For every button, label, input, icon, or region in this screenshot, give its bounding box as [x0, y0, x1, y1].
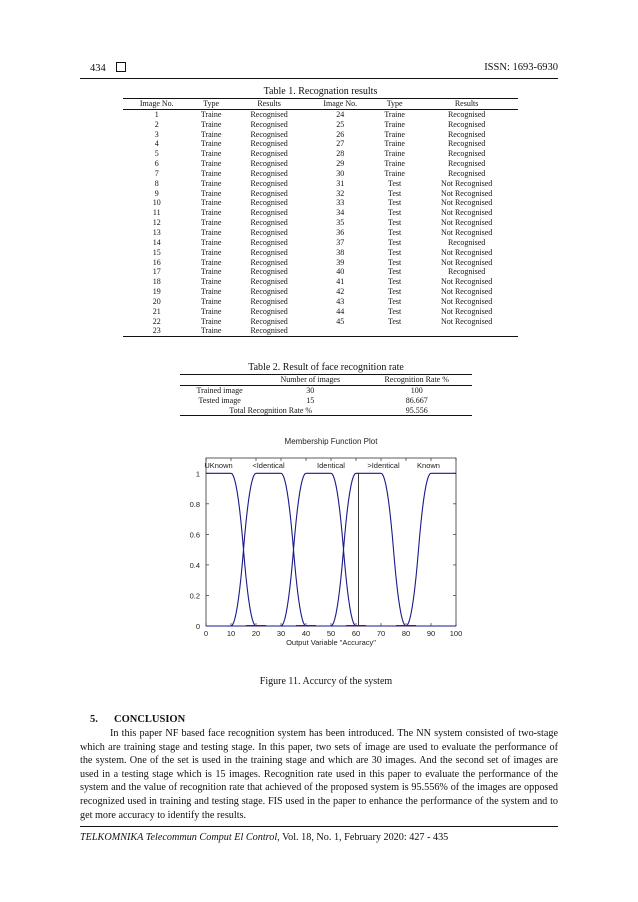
- table-row: [123, 109, 518, 119]
- table-cell: Traine: [200, 208, 222, 218]
- table-row: [123, 149, 518, 159]
- table-cell: Test: [388, 267, 402, 277]
- table-row: [123, 159, 518, 169]
- x-axis-label: Output Variable "Accuracy": [286, 638, 376, 647]
- table-cell: 31: [336, 178, 345, 188]
- table-row: [123, 179, 518, 189]
- table-cell: Recognised: [250, 277, 288, 287]
- table-cell: Recognised: [250, 109, 288, 119]
- table2-header-cell: [180, 375, 259, 386]
- table2-caption: Table 2. Result of face recognition rate: [248, 362, 404, 373]
- table-cell: Traine: [191, 326, 232, 336]
- y-tick-label: 0.2: [189, 591, 200, 601]
- table-cell: 41: [336, 277, 345, 287]
- table-cell: 39: [336, 257, 345, 267]
- table-cell: Not Recognised: [440, 227, 493, 237]
- table-row: [123, 208, 518, 218]
- table-cell: Recognised: [250, 119, 288, 129]
- table-cell: Test: [388, 188, 402, 198]
- y-tick-label: 0.6: [189, 530, 200, 540]
- table-cell: Traine: [200, 139, 222, 149]
- table-cell: 100: [410, 385, 423, 395]
- table-cell: 7: [154, 168, 159, 178]
- table-row: [123, 277, 518, 287]
- table-cell: Recognised: [250, 227, 288, 237]
- table-cell: Traine: [384, 119, 405, 129]
- table-cell: Test: [388, 237, 402, 247]
- total-label: Total Recognition Rate %: [180, 406, 361, 416]
- square-icon: [116, 62, 126, 72]
- table-cell: Traine: [200, 178, 222, 188]
- table-cell: Test: [388, 306, 402, 316]
- x-tick-label: 10: [226, 629, 236, 638]
- x-tick-label: 70: [376, 629, 386, 638]
- table1-header-cell: Type: [374, 99, 415, 110]
- table-cell: Recognised: [447, 119, 486, 129]
- table-cell: 21: [152, 306, 161, 316]
- table-cell: Recognised: [250, 159, 288, 169]
- total-value: 95.556: [361, 406, 472, 416]
- table-cell: Recognised: [250, 316, 288, 326]
- table1-header-cell: Type: [191, 99, 232, 110]
- table-cell: 42: [336, 287, 345, 297]
- series-label: >Identical: [367, 461, 400, 470]
- table-row: [123, 139, 518, 149]
- y-tick-label: 0: [195, 622, 200, 631]
- table-cell: 19: [152, 287, 161, 297]
- table-cell: Traine: [200, 119, 222, 129]
- table-cell: Recognised: [250, 267, 288, 277]
- table-cell: Traine: [200, 277, 222, 287]
- table-cell: 3: [154, 129, 159, 139]
- table-cell: Test: [388, 277, 402, 287]
- table-cell: Traine: [200, 198, 222, 208]
- table-row: [123, 248, 518, 258]
- y-tick-label: 0.4: [189, 560, 200, 570]
- recognition-results-table: [123, 98, 518, 337]
- table-cell: 38: [336, 247, 345, 257]
- series-label: UKnown: [204, 461, 233, 470]
- table-cell: [374, 326, 415, 336]
- table-cell: Recognised: [447, 237, 486, 247]
- table-row: [180, 396, 472, 406]
- table-cell: Recognised: [447, 129, 486, 139]
- table-cell: Recognised: [250, 218, 288, 228]
- table-cell: Not Recognised: [440, 218, 493, 228]
- table-cell: Recognised: [447, 267, 486, 277]
- table-cell: Recognised: [250, 129, 288, 139]
- x-tick-label: 90: [426, 629, 436, 638]
- table-cell: Traine: [384, 109, 405, 119]
- table-cell: 29: [336, 159, 345, 169]
- table-cell: Not Recognised: [440, 257, 493, 267]
- table1-header-cell: Results: [415, 99, 518, 110]
- table-cell: Traine: [200, 267, 222, 277]
- table-row: [123, 297, 518, 307]
- table-row: [123, 218, 518, 228]
- table-row: [123, 198, 518, 208]
- x-tick-label: 40: [301, 629, 311, 638]
- x-tick-label: 100: [449, 629, 463, 638]
- table-cell: 44: [336, 306, 345, 316]
- y-tick-label: 0.8: [189, 499, 200, 509]
- table-cell: 36: [336, 227, 345, 237]
- table-cell: Not Recognised: [440, 198, 493, 208]
- table-cell: Traine: [200, 188, 222, 198]
- footer-rule: [80, 826, 558, 827]
- table-cell: Test: [388, 247, 402, 257]
- table-cell: Traine: [384, 159, 405, 169]
- table-cell: 14: [152, 237, 161, 247]
- table1-header-cell: Image No.: [306, 99, 374, 110]
- table-cell: Test: [388, 208, 402, 218]
- table-cell: Traine: [200, 247, 222, 257]
- table-row: [123, 169, 518, 179]
- table-cell: Recognised: [447, 149, 486, 159]
- table-cell: 4: [154, 139, 159, 149]
- section-heading: 5. CONCLUSION: [90, 714, 186, 725]
- table-cell: Test: [388, 296, 402, 306]
- table-cell: Recognised: [250, 296, 288, 306]
- table2-header-cell: Number of images: [259, 375, 361, 386]
- membership-function-chart: [184, 432, 474, 662]
- table-cell: Test: [388, 198, 402, 208]
- table-cell: 27: [336, 139, 345, 149]
- table2-header-row: [180, 375, 472, 386]
- table-cell: 30: [336, 168, 345, 178]
- plot-frame: [206, 458, 456, 626]
- figure-caption: Figure 11. Accurcy of the system: [259, 676, 393, 687]
- table-cell: Recognised: [447, 109, 486, 119]
- table1-header-cell: Image No.: [123, 99, 191, 110]
- table-cell: 16: [152, 257, 161, 267]
- table-cell: Recognised: [447, 159, 486, 169]
- table-cell: Recognised: [250, 198, 288, 208]
- table-cell: Tested image: [198, 395, 241, 405]
- table-row: [123, 130, 518, 140]
- table-cell: Traine: [200, 237, 222, 247]
- table-row: [123, 267, 518, 277]
- table1-header-cell: Results: [232, 99, 307, 110]
- table-cell: Traine: [200, 129, 222, 139]
- table-cell: Traine: [200, 109, 222, 119]
- table-cell: 43: [336, 296, 345, 306]
- table-row: [123, 228, 518, 238]
- table-cell: Traine: [200, 159, 222, 169]
- table-cell: 9: [154, 188, 159, 198]
- table-cell: Traine: [200, 257, 222, 267]
- table-cell: Recognised: [250, 149, 288, 159]
- table-cell: 2: [154, 119, 159, 129]
- table-cell: Not Recognised: [440, 296, 493, 306]
- table-cell: 17: [152, 267, 161, 277]
- table-cell: 5: [154, 149, 159, 159]
- table-cell: Test: [388, 218, 402, 228]
- series-label: Known: [417, 461, 440, 470]
- table-row: [180, 385, 472, 395]
- table-cell: 40: [336, 267, 345, 277]
- table-cell: Recognised: [250, 247, 288, 257]
- table-cell: Recognised: [250, 287, 288, 297]
- x-tick-label: 60: [351, 629, 361, 638]
- table-cell: Traine: [384, 139, 405, 149]
- table-cell: Traine: [384, 129, 405, 139]
- table-cell: Traine: [200, 296, 222, 306]
- table1-caption: Table 1. Recognation results: [263, 86, 378, 97]
- conclusion-paragraph: In this paper NF based face recognition system has been introduced. The NN system consisted of two-stage which are training stage and testing stage. In this paper, two sets of image are used to evaluate the performance of the system. One of the set is used in the training stage and which are 30 images. And the second set of images are used in a testing stage which is 15 images. Recognition rate used in this paper to evaluate the performance of the system and the value of recognition rate that achieved of the proposed system is 95.556% of the images are opposed recognized used in training and testing stage. FIS used in the paper to enhance the performance of the system and to get more accuracy to identify the results.: [80, 728, 558, 821]
- table-cell: Not Recognised: [440, 208, 493, 218]
- table-cell: 13: [152, 227, 161, 237]
- table-cell: 23: [123, 326, 191, 336]
- table-cell: Not Recognised: [440, 277, 493, 287]
- table-cell: 86.667: [405, 395, 428, 405]
- table-cell: Traine: [384, 168, 405, 178]
- table-row: [123, 287, 518, 297]
- table-cell: Test: [388, 227, 402, 237]
- table-cell: Recognised: [250, 188, 288, 198]
- table-row: [123, 258, 518, 268]
- table-cell: Test: [388, 316, 402, 326]
- table-cell: 15: [306, 395, 315, 405]
- table-row: [123, 189, 518, 199]
- table-row: [123, 317, 518, 327]
- table-cell: Recognised: [447, 168, 486, 178]
- table-cell: Recognised: [250, 257, 288, 267]
- table-cell: 12: [152, 218, 161, 228]
- table-cell: 30: [306, 385, 315, 395]
- table-cell: 34: [336, 208, 345, 218]
- table-cell: 45: [336, 316, 345, 326]
- table-cell: 10: [152, 198, 161, 208]
- table-cell: Test: [388, 287, 402, 297]
- recognition-rate-table: [180, 374, 472, 416]
- table2-header-cell: Recognition Rate %: [361, 375, 472, 386]
- x-tick-label: 0: [203, 629, 209, 638]
- x-tick-label: 30: [276, 629, 286, 638]
- y-tick-label: 1: [195, 469, 200, 479]
- issn: ISSN: 1693-6930: [484, 62, 558, 73]
- table-cell: Traine: [200, 168, 222, 178]
- table-cell: 35: [336, 218, 345, 228]
- table-row: [123, 307, 518, 317]
- table1-header-row: [123, 99, 518, 110]
- table-cell: 33: [336, 198, 345, 208]
- total-row: [180, 406, 472, 416]
- table-cell: 20: [152, 296, 161, 306]
- table-cell: Not Recognised: [440, 306, 493, 316]
- table-cell: Not Recognised: [440, 287, 493, 297]
- x-tick-label: 20: [251, 629, 261, 638]
- table-cell: Test: [388, 257, 402, 267]
- x-tick-label: 50: [326, 629, 336, 638]
- table-cell: 8: [154, 178, 159, 188]
- series-label: <Identical: [252, 461, 285, 470]
- series-label: Identical: [317, 461, 345, 470]
- header-rule: [80, 78, 558, 79]
- table-cell: Recognised: [250, 168, 288, 178]
- table-cell: 6: [154, 159, 159, 169]
- table-cell: Not Recognised: [440, 316, 493, 326]
- table-cell: Traine: [200, 227, 222, 237]
- page-number: 434: [90, 62, 126, 74]
- membership-function-figure: [184, 432, 474, 667]
- table-cell: Test: [388, 178, 402, 188]
- table-cell: [306, 326, 374, 336]
- table-cell: 18: [152, 277, 161, 287]
- table-cell: 1: [154, 109, 159, 119]
- table-cell: Trained image: [196, 385, 243, 395]
- table-row: [123, 120, 518, 130]
- table-cell: 11: [152, 208, 161, 218]
- table-row: [123, 326, 518, 336]
- table-cell: Recognised: [250, 139, 288, 149]
- table-cell: 24: [336, 109, 345, 119]
- chart-title: Membership Function Plot: [284, 437, 378, 446]
- table-cell: Traine: [200, 316, 222, 326]
- table-cell: Recognised: [232, 326, 307, 336]
- table-cell: Recognised: [250, 208, 288, 218]
- table-cell: Recognised: [250, 178, 288, 188]
- table-cell: Traine: [384, 149, 405, 159]
- table-cell: Not Recognised: [440, 178, 493, 188]
- table-cell: Traine: [200, 218, 222, 228]
- table-cell: [415, 326, 518, 336]
- table-cell: Recognised: [250, 237, 288, 247]
- table-cell: Recognised: [447, 139, 486, 149]
- table-cell: 37: [336, 237, 345, 247]
- table-cell: Not Recognised: [440, 188, 493, 198]
- footer: TELKOMNIKA Telecommun Comput El Control, Vol. 18, No. 1, February 2020: 427 - 435: [80, 832, 449, 843]
- table-cell: 28: [336, 149, 345, 159]
- table-cell: 32: [336, 188, 345, 198]
- table-cell: Traine: [200, 149, 222, 159]
- table-cell: Traine: [200, 306, 222, 316]
- table-cell: 15: [152, 247, 161, 257]
- table-cell: Recognised: [250, 306, 288, 316]
- table-cell: 26: [336, 129, 345, 139]
- x-tick-label: 80: [401, 629, 411, 638]
- table-cell: 25: [336, 119, 345, 129]
- table-cell: Not Recognised: [440, 247, 493, 257]
- table-cell: Traine: [200, 287, 222, 297]
- table-row: [123, 238, 518, 248]
- table-cell: 22: [152, 316, 161, 326]
